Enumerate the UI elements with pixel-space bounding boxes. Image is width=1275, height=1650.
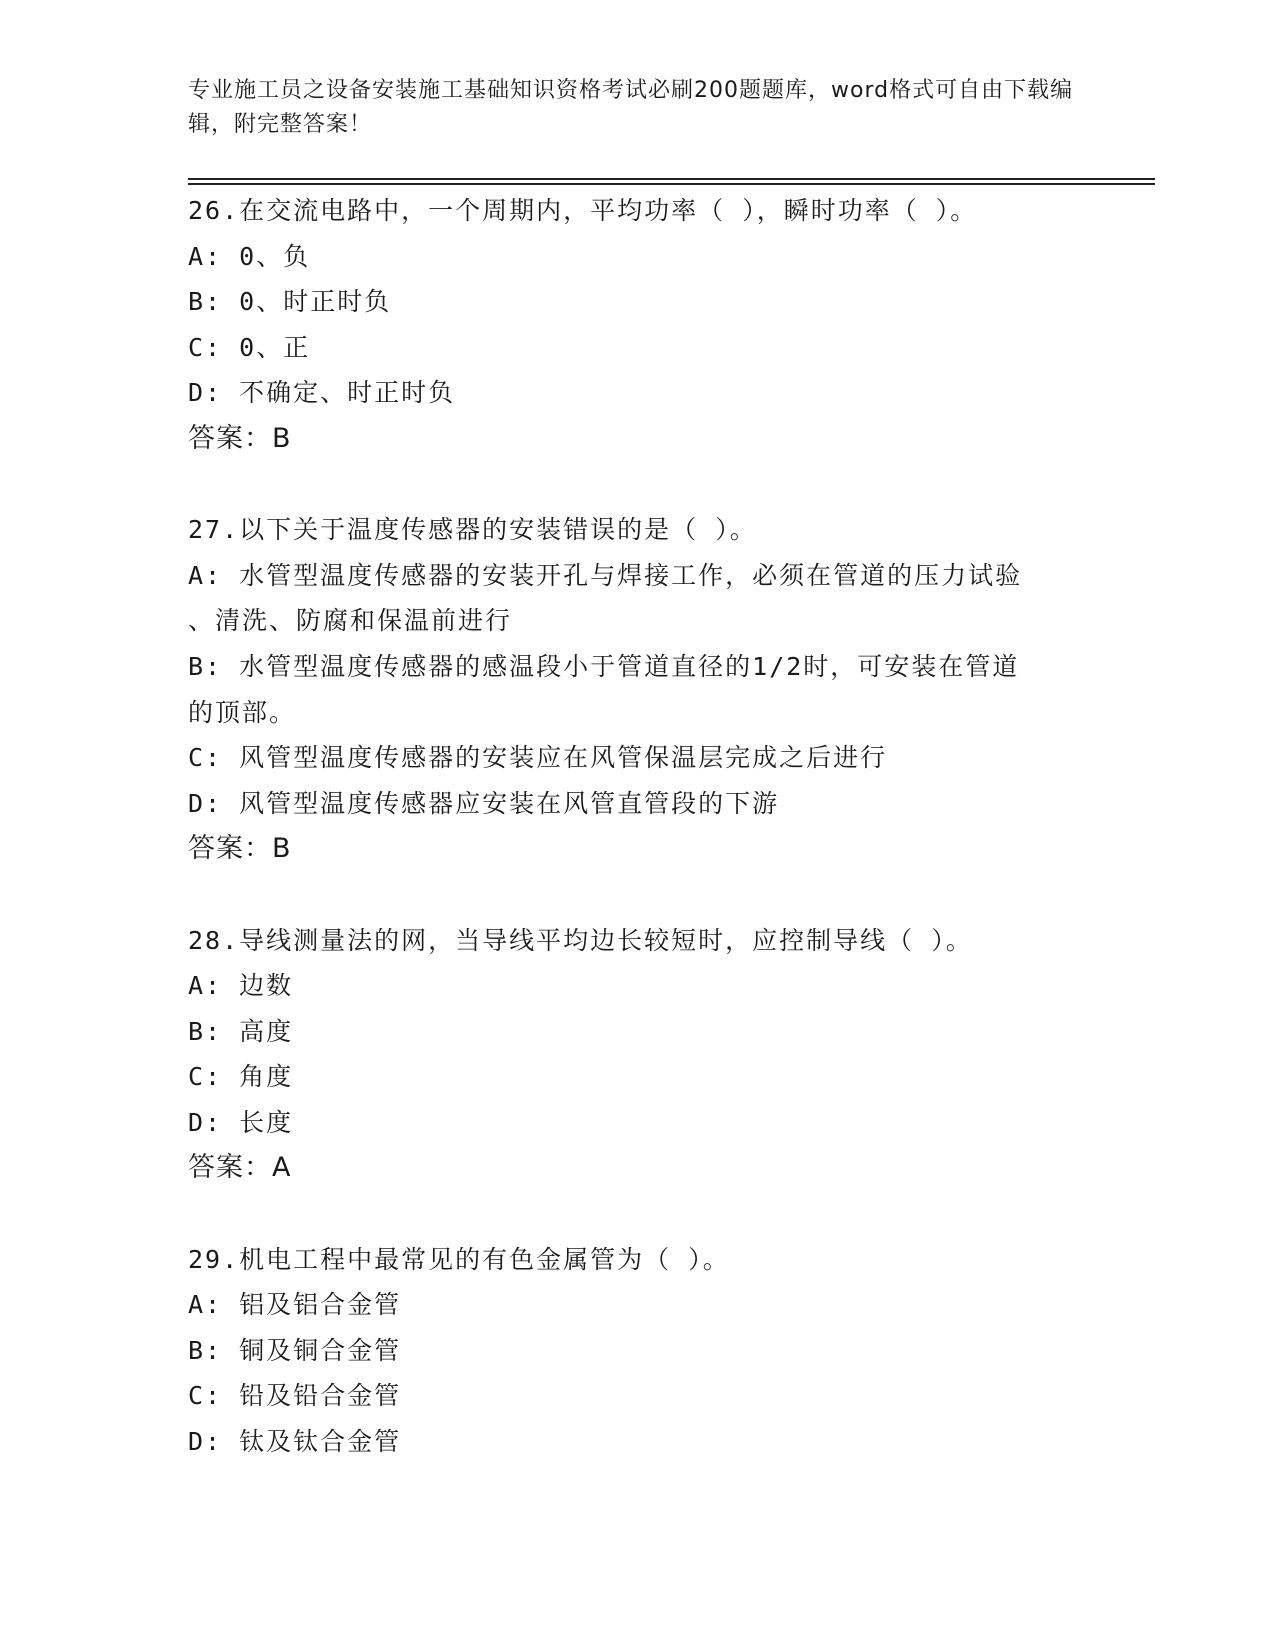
header-divider-top [188, 178, 1155, 180]
option-a: A: 水管型温度传感器的安装开孔与焊接工作，必须在管道的压力试验 [188, 560, 1023, 590]
question-list [188, 188, 1108, 1510]
answer-line: 答案：A [188, 1152, 292, 1184]
option-b-continued: 的顶部。 [188, 697, 297, 727]
option-c: C: 角度 [188, 1062, 294, 1092]
question-stem: 26.在交流电路中，一个周期内，平均功率（ ），瞬时功率（ ）。 [188, 196, 978, 225]
question-stem: 29.机电工程中最常见的有色金属管为（ ）。 [188, 1244, 730, 1274]
question-29 [188, 1237, 1108, 1465]
question-28 [188, 918, 1108, 1192]
question-26 [188, 188, 1108, 462]
option-b: B: 0、时正时负 [188, 287, 392, 317]
option-a: A: 铝及铝合金管 [188, 1290, 402, 1320]
option-d: D: 不确定、时正时负 [188, 378, 456, 408]
option-d: D: 风管型温度传感器应安装在风管直管段的下游 [188, 788, 780, 818]
option-b: B: 水管型温度传感器的感温段小于管道直径的1/2时，可安装在管道 [188, 651, 1020, 681]
option-c: C: 0、正 [188, 332, 311, 362]
option-b: B: 高度 [188, 1016, 294, 1046]
document-header: 专业施工员之设备安装施工基础知识资格考试必刷200题题库，word格式可自由下载编辑，附完整答案！ [188, 78, 1074, 137]
question-27 [188, 507, 1108, 872]
option-c: C: 铅及铅合金管 [188, 1381, 402, 1411]
option-b: B: 铜及铜合金管 [188, 1335, 402, 1365]
option-d: D: 长度 [188, 1107, 294, 1137]
header-divider-bottom [188, 183, 1155, 185]
option-c: C: 风管型温度传感器的安装应在风管保温层完成之后进行 [188, 743, 888, 773]
option-a: A: 边数 [188, 971, 294, 1001]
option-a: A: 0、负 [188, 241, 311, 271]
answer-line: 答案：B [188, 833, 292, 865]
answer-line: 答案：B [188, 422, 292, 454]
option-d: D: 钛及钛合金管 [188, 1427, 402, 1457]
option-a-continued: 、清洗、防腐和保温前进行 [188, 606, 513, 636]
question-stem: 27.以下关于温度传感器的安装错误的是（ ）。 [188, 515, 757, 545]
question-stem: 28.导线测量法的网，当导线平均边长较短时，应控制导线（ ）。 [188, 925, 973, 955]
